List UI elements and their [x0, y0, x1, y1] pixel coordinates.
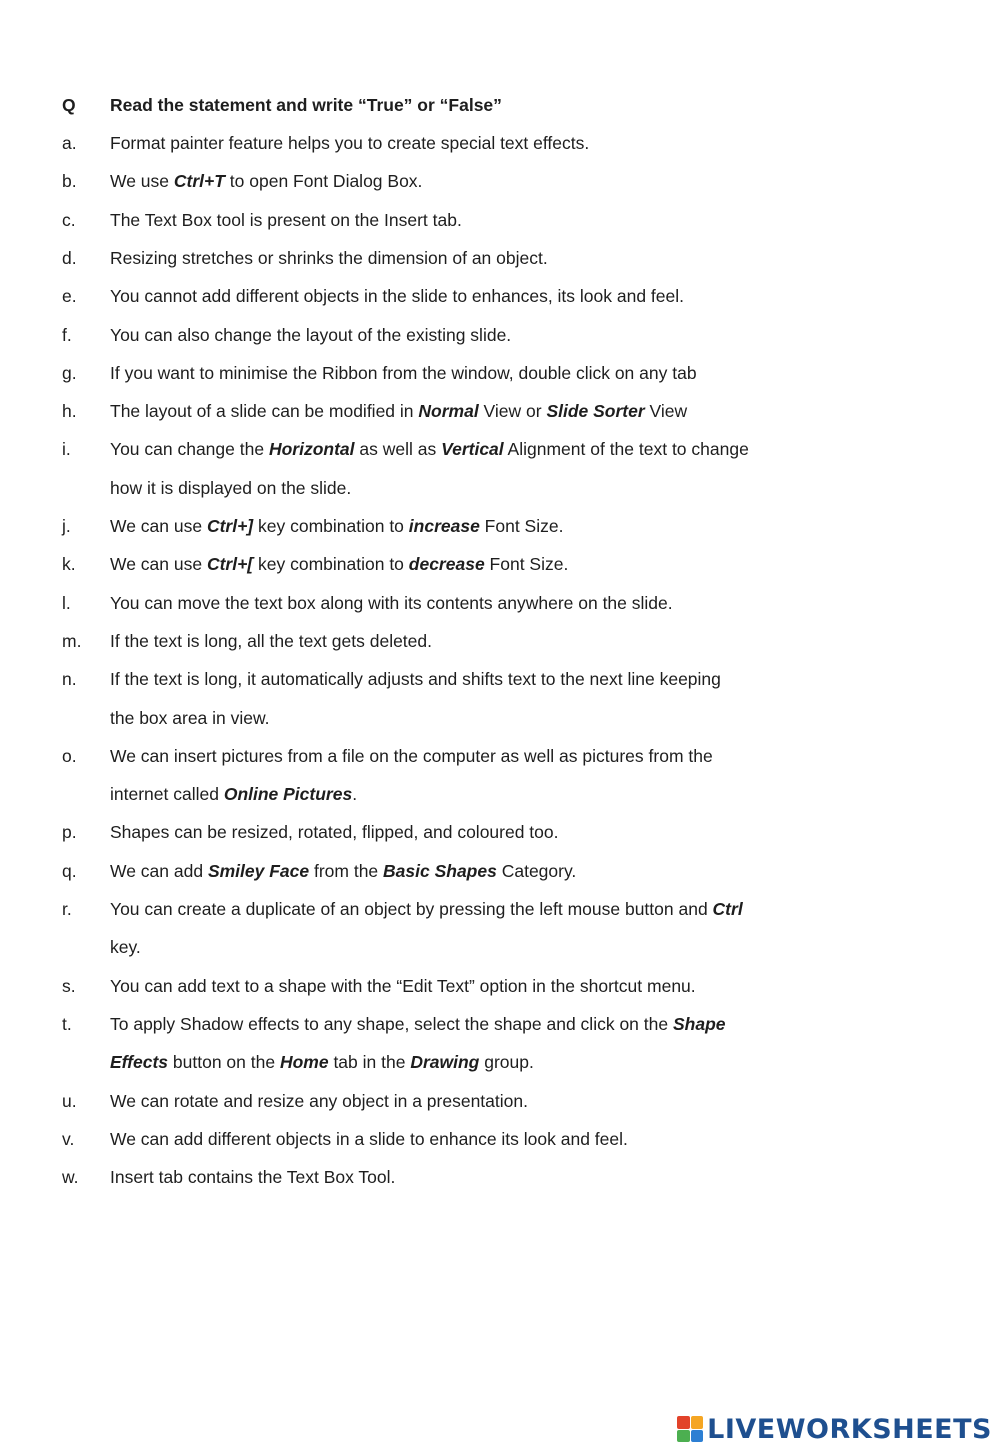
statement-text	[110, 515, 563, 537]
question-header	[0, 94, 1000, 132]
statement-item-continuation	[0, 477, 1000, 515]
statement-label: t.	[62, 1013, 72, 1034]
statement-segment: key combination to	[253, 554, 409, 575]
statement-label: w.	[62, 1167, 79, 1188]
statement-item	[0, 1090, 1000, 1128]
statement-text	[110, 1128, 628, 1150]
statement-segment: Alignment of the text to change	[503, 439, 749, 460]
statement-segment: Shapes can be resized, rotated, flipped, and coloured too.	[110, 822, 559, 843]
statement-segment: group.	[479, 1052, 534, 1073]
statement-item-continuation	[0, 783, 1000, 821]
statement-item	[0, 362, 1000, 400]
statement-label: a.	[62, 133, 77, 153]
statement-segment: Font Size.	[484, 554, 569, 575]
statement-item	[0, 975, 1000, 1013]
statement-text	[110, 362, 697, 384]
statement-text	[110, 975, 696, 997]
statement-text	[110, 477, 351, 499]
statement-segment: We can rotate and resize any object in a presentation.	[110, 1090, 528, 1111]
statement-label: h.	[62, 401, 77, 422]
statement-item	[0, 1166, 1000, 1204]
statement-item	[0, 745, 1000, 783]
statement-item	[0, 285, 1000, 323]
statement-text	[110, 438, 749, 460]
statement-text	[110, 209, 462, 231]
statement-segment: We can add	[110, 860, 208, 881]
statement-segment: tab in the	[328, 1052, 411, 1073]
statement-item	[0, 668, 1000, 706]
liveworksheets-logo-icon	[677, 1416, 703, 1442]
statement-text	[110, 668, 721, 690]
statement-segment: We can use	[110, 516, 207, 536]
statement-segment: If you want to minimise the Ribbon from the window, double click on any tab	[110, 362, 697, 383]
statement-segment: as well as	[354, 439, 442, 460]
statement-text	[110, 400, 687, 422]
statement-segment: You can create a duplicate of an object by pressing the left mouse button and	[110, 899, 713, 919]
statement-segment: Insert tab contains the Text Box Tool.	[110, 1167, 396, 1188]
statement-text	[110, 898, 743, 920]
statement-segment: to open Font Dialog Box.	[224, 171, 423, 192]
statement-item-continuation	[0, 707, 1000, 745]
statement-segment: button on the	[168, 1052, 280, 1073]
emphasis-term: Ctrl+[	[206, 554, 254, 575]
statement-text	[110, 821, 559, 843]
emphasis-term: Drawing	[410, 1052, 480, 1073]
emphasis-term: Home	[279, 1052, 329, 1073]
statement-item	[0, 592, 1000, 630]
statement-item	[0, 898, 1000, 936]
statement-label: e.	[62, 286, 77, 307]
statement-label: r.	[62, 899, 72, 919]
statement-segment: You can move the text box along with its contents anywhere on the slide.	[110, 592, 673, 613]
statement-segment: the box area in view.	[110, 707, 270, 728]
statement-text	[110, 1051, 534, 1073]
statement-segment: key combination to	[253, 516, 409, 536]
statement-segment: You cannot add different objects in the slide to enhances, its look and feel.	[110, 286, 685, 307]
statement-segment: To apply Shadow effects to any shape, select the shape and click on the	[110, 1013, 673, 1034]
statement-label: d.	[62, 247, 77, 268]
statement-label: l.	[62, 592, 71, 613]
statement-item	[0, 630, 1000, 668]
statement-segment: internet called	[110, 784, 224, 805]
statement-label: g.	[62, 362, 77, 383]
statement-label: f.	[62, 324, 72, 345]
statement-item-continuation	[0, 936, 1000, 974]
statement-label: v.	[62, 1128, 75, 1149]
statement-text	[110, 553, 568, 575]
emphasis-term: decrease	[408, 554, 485, 575]
emphasis-term: Shape	[672, 1013, 726, 1034]
statement-text	[110, 1013, 726, 1035]
emphasis-term: Ctrl	[712, 899, 743, 919]
emphasis-term: Ctrl+T	[173, 171, 225, 192]
statement-item	[0, 1128, 1000, 1166]
statement-text	[110, 170, 422, 192]
statement-label: n.	[62, 669, 77, 690]
statement-segment: We can add different objects in a slide to enhance its look and feel.	[110, 1128, 628, 1149]
statement-label: i.	[62, 439, 71, 460]
emphasis-term: Normal	[418, 401, 479, 422]
statement-label: o.	[62, 745, 77, 766]
statement-text	[110, 247, 548, 269]
statement-text	[110, 324, 511, 346]
statement-item	[0, 400, 1000, 438]
statement-segment: Format painter feature helps you to create special text effects.	[110, 133, 590, 153]
emphasis-term: Slide Sorter	[546, 401, 645, 422]
statement-text	[110, 783, 357, 805]
statement-segment: You can add text to a shape with the “Edit Text” option in the shortcut menu.	[110, 975, 696, 996]
statement-segment: Resizing stretches or shrinks the dimension of an object.	[110, 247, 548, 268]
statement-label: b.	[62, 171, 77, 192]
emphasis-term: Basic Shapes	[383, 860, 497, 881]
statement-item	[0, 324, 1000, 362]
statement-text	[110, 936, 141, 958]
statement-segment: Font Size.	[479, 516, 564, 536]
statement-segment: how it is displayed on the slide.	[110, 477, 352, 498]
statement-item	[0, 1013, 1000, 1051]
statement-item	[0, 821, 1000, 859]
emphasis-term: Horizontal	[268, 439, 355, 460]
statement-label: m.	[62, 630, 82, 651]
statement-segment: You can also change the layout of the existing slide.	[110, 324, 512, 345]
statement-segment: We can use	[110, 554, 207, 575]
statement-segment: The layout of a slide can be modified in	[110, 401, 419, 422]
statement-text	[110, 745, 713, 767]
statement-label: j.	[62, 516, 71, 536]
statement-segment: .	[352, 784, 358, 805]
statement-segment: View or	[478, 401, 547, 422]
emphasis-term: Ctrl+]	[206, 516, 254, 536]
statement-segment: View	[644, 401, 688, 422]
statement-item-continuation	[0, 1051, 1000, 1089]
statement-text	[110, 132, 589, 154]
statement-segment: Category.	[496, 860, 577, 881]
statement-item	[0, 209, 1000, 247]
statement-text	[110, 285, 684, 307]
emphasis-term: Smiley Face	[207, 860, 310, 881]
statement-text	[110, 707, 270, 729]
statement-item	[0, 132, 1000, 170]
statement-label: u.	[62, 1090, 77, 1111]
statement-item	[0, 515, 1000, 553]
statement-item	[0, 860, 1000, 898]
statement-text	[110, 1090, 528, 1112]
statement-segment: We use	[110, 171, 174, 192]
emphasis-term: Effects	[110, 1052, 169, 1073]
statement-item	[0, 553, 1000, 591]
statement-text	[110, 1166, 395, 1188]
statement-item	[0, 438, 1000, 476]
emphasis-term: increase	[408, 516, 480, 536]
statement-segment: You can change the	[110, 439, 269, 460]
question-instruction: Read the statement and write “True” or “False”	[110, 95, 502, 115]
statement-label: q.	[62, 860, 77, 881]
statement-text	[110, 592, 673, 614]
brand-name: LIVEWORKSHEETS	[707, 1413, 992, 1445]
statement-segment: If the text is long, all the text gets deleted.	[110, 630, 432, 651]
statement-label: p.	[62, 822, 77, 843]
emphasis-term: Online Pictures	[223, 784, 353, 805]
statement-segment: The Text Box tool is present on the Insert tab.	[110, 209, 462, 230]
liveworksheets-branding	[677, 1412, 992, 1446]
statement-segment: from the	[309, 860, 384, 881]
statement-text	[110, 860, 576, 882]
statement-label: c.	[62, 209, 76, 230]
statement-segment: If the text is long, it automatically adjusts and shifts text to the next line keeping	[110, 669, 721, 690]
question-label: Q	[62, 95, 76, 115]
emphasis-term: Vertical	[441, 439, 504, 460]
statement-text	[110, 630, 432, 652]
statement-item	[0, 170, 1000, 208]
statement-segment: key.	[110, 937, 141, 958]
statement-label: k.	[62, 554, 76, 575]
statement-segment: We can insert pictures from a file on the computer as well as pictures from the	[110, 745, 713, 766]
statement-label: s.	[62, 975, 76, 996]
statement-item	[0, 247, 1000, 285]
